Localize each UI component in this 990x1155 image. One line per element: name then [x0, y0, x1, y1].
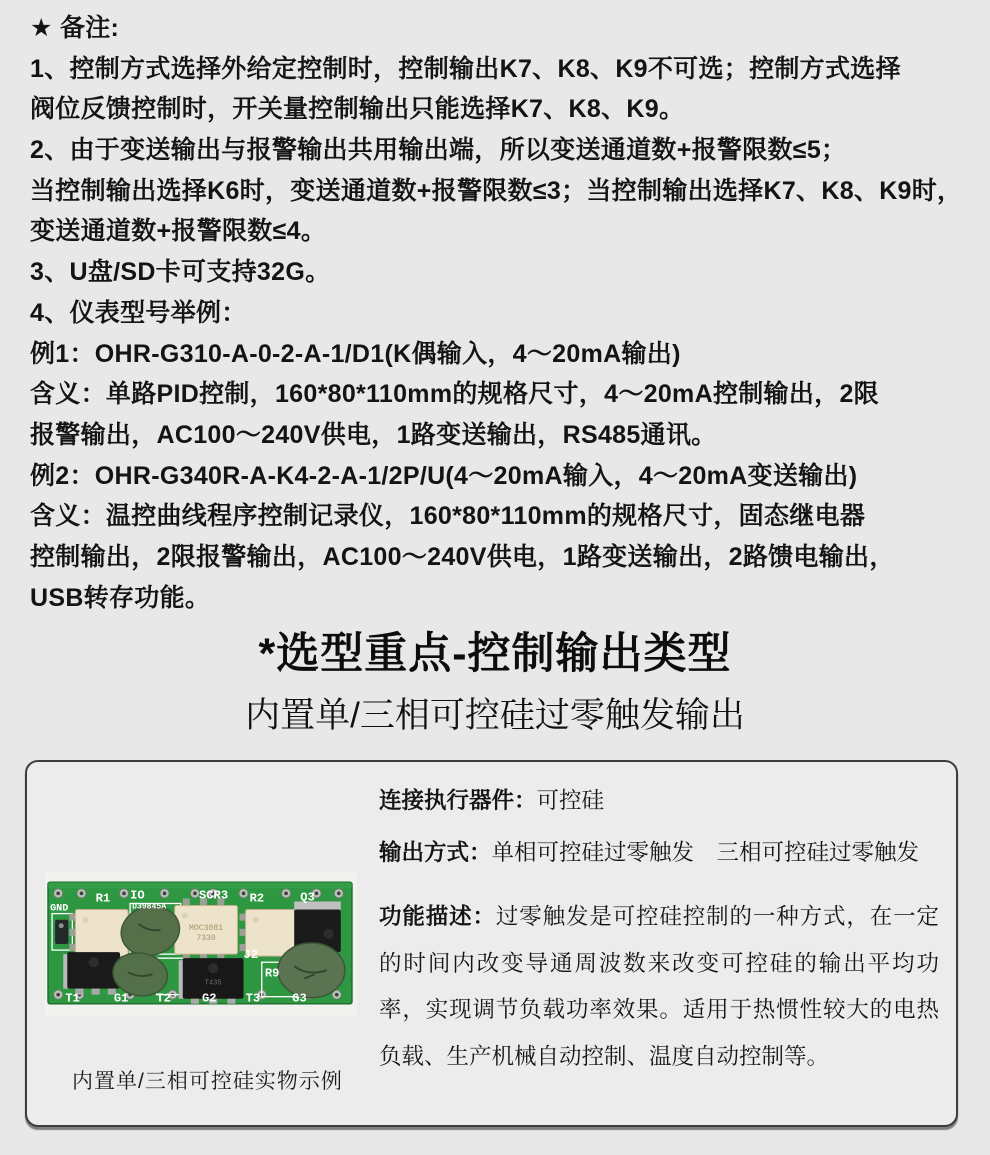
chip-marking-text2: 7330	[196, 933, 216, 943]
pcb-label-j2: J2	[243, 948, 259, 963]
pcb-label-g3: G3	[292, 991, 307, 1006]
pcb-photo-svg	[45, 872, 357, 1016]
note-line: 例1：OHR-G310-A-0-2-A-1/D1(K偶输入，4～20mA输出)	[30, 339, 681, 368]
note-line: 阀位反馈控制时，开关量控制输出只能选择K7、K8、K9。	[30, 95, 685, 124]
pcb-label-gnd: GND	[50, 903, 69, 915]
triac-left	[63, 952, 120, 995]
note-line: 控制输出，2限报警输出，AC100～240V供电，1路变送输出，2路馈电输出，	[30, 542, 895, 571]
pcb-label-t2: T2	[156, 991, 172, 1006]
chip-marking-text: MOC3081	[189, 923, 224, 933]
spec-row-actuator	[379, 786, 939, 816]
pcb-label-g1: G1	[113, 991, 129, 1006]
description-text: 过零触发是可控硅控制的一种方式，在一定的时间内改变导通周波数来改变可控硅的输出平均功率，实现调节负载功率效果。适用于热惯性较大的电热负载、生产机械自动控制、温度自动控制等。	[379, 904, 939, 1069]
pcb-label-q3: Q3	[300, 890, 315, 905]
notes-title: ★ 备注:	[30, 14, 120, 42]
pcb-label-r9: R9	[264, 966, 280, 981]
spec-row-output-mode	[379, 838, 939, 868]
note-line: 1、控制方式选择外给定控制时，控制输出K7、K8、K9不可选；控制方式选择	[30, 54, 901, 83]
spec-value: 单相可控硅过零触发 三相可控硅过零触发	[491, 840, 920, 865]
description-paragraph	[379, 894, 939, 1080]
description-label: 功能描述：	[379, 904, 496, 929]
note-line: 报警输出，AC100～240V供电，1路变送输出，RS485通讯。	[30, 420, 717, 449]
notes-section	[30, 8, 962, 618]
pcb-label-scr3: SCR3	[198, 888, 229, 903]
note-line: 例2：OHR-G340R-A-K4-2-A-1/2P/U(4～20mA输入，4～20mA变送输出)	[30, 461, 858, 490]
note-line: 3、U盘/SD卡可支持32G。	[30, 258, 331, 287]
note-line: 4、仪表型号举例：	[30, 298, 247, 327]
section-subtitle: 内置单/三相可控硅过零触发输出	[245, 696, 745, 735]
spec-label: 输出方式：	[379, 840, 492, 865]
spec-value: 可控硅	[536, 788, 605, 813]
triac-marking-text: T435	[204, 979, 222, 988]
pcb-caption: 内置单/三相可控硅实物示例	[72, 1070, 343, 1093]
pcb-label-g2: G2	[202, 991, 217, 1006]
pcb-label-io: IO	[130, 888, 145, 903]
note-line: 含义：单路PID控制，160*80*110mm的规格尺寸，4～20mA控制输出，2限	[30, 380, 879, 409]
optocoupler-chip-center	[175, 898, 238, 961]
note-line: 当控制输出选择K6时，变送通道数+报警限数≤3；当控制输出选择K7、K8、K9时，	[30, 176, 963, 205]
pcb-label-r1: R1	[95, 891, 111, 906]
feature-card	[25, 760, 958, 1127]
pcb-label-t1: T1	[65, 991, 80, 1006]
note-line: USB转存功能。	[30, 583, 211, 612]
note-line: 含义：温控曲线程序控制记录仪，160*80*110mm的规格尺寸，固态继电器	[30, 502, 866, 531]
spec-label: 连接执行器件：	[379, 788, 537, 813]
pcb-photo	[45, 872, 357, 1016]
spec-list	[379, 786, 939, 1080]
pcb-label-r2: R2	[249, 891, 265, 906]
pcb-label-partno: D39845A	[132, 902, 167, 912]
pcb-label-t3: T3	[245, 991, 261, 1006]
section-title: *选型重点-控制输出类型	[258, 630, 732, 678]
note-line: 2、由于变送输出与报警输出共用输出端，所以变送通道数+报警限数≤5；	[30, 136, 847, 165]
note-line: 变送通道数+报警限数≤4。	[30, 217, 327, 246]
pcb-small-component-hole	[59, 923, 64, 928]
